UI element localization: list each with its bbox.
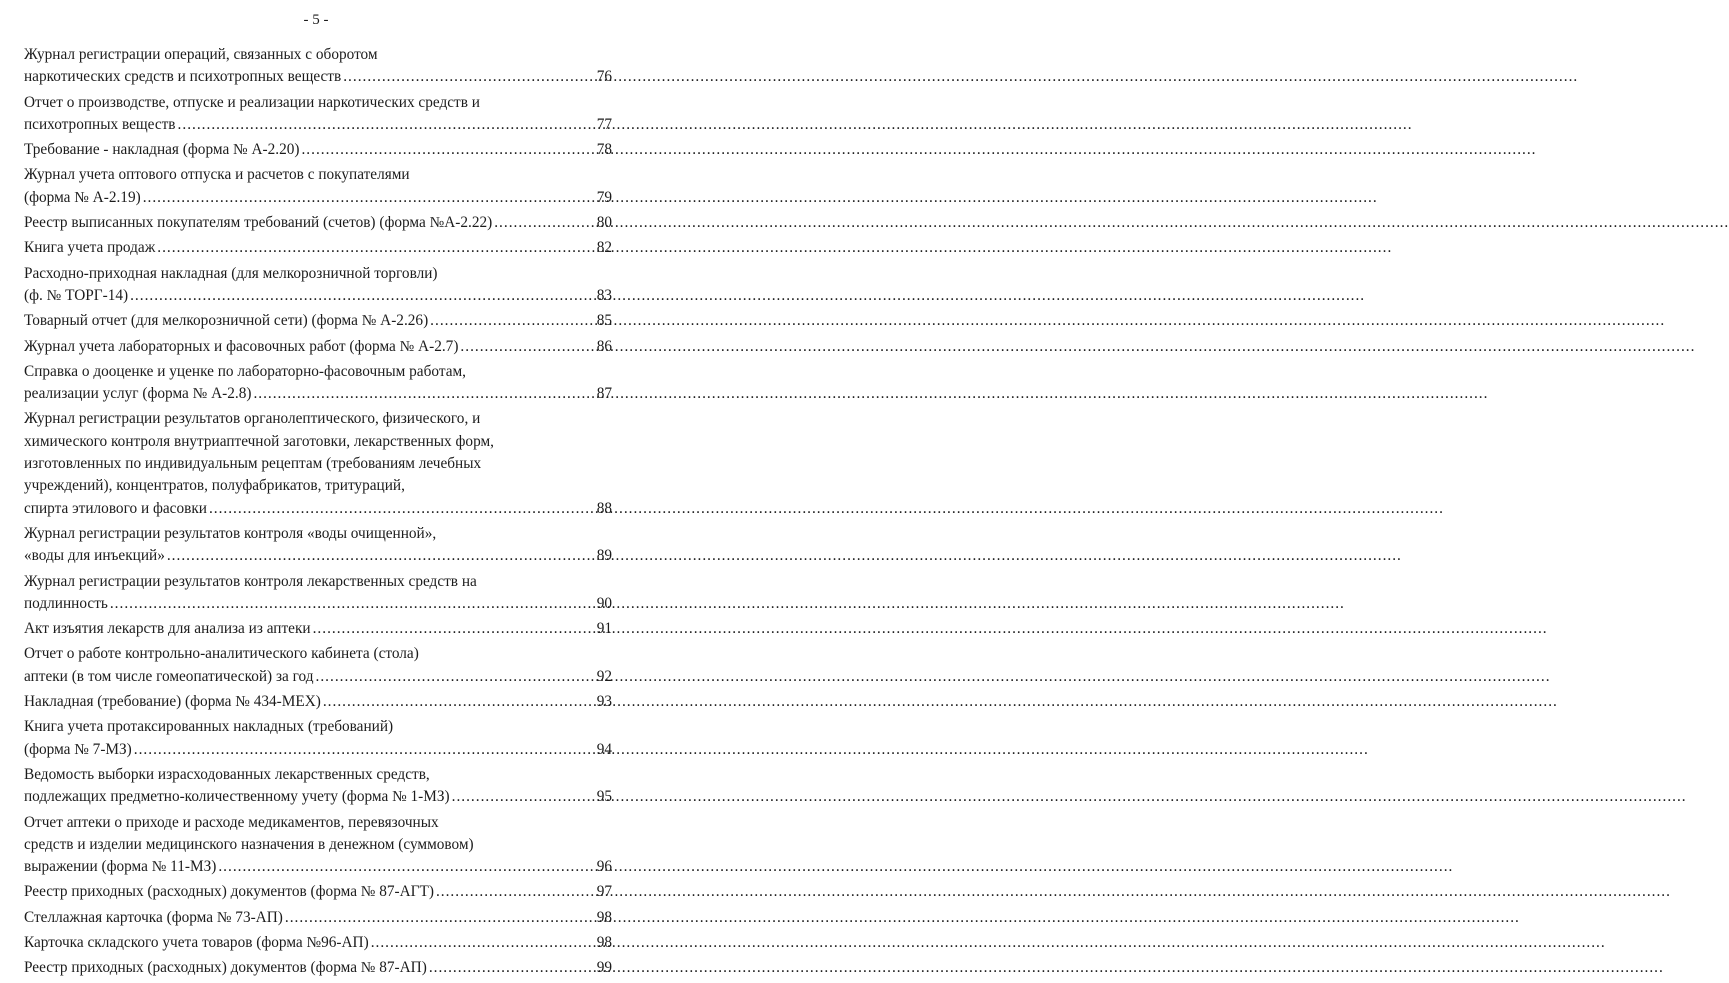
toc-entry-line bbox=[24, 114, 612, 136]
toc-entry-line bbox=[24, 263, 612, 285]
toc-page-number: 96 bbox=[596, 858, 612, 876]
page-number: - 5 - bbox=[303, 12, 329, 28]
toc-entry-text: Требование - накладная (форма № А-2.20) bbox=[24, 141, 300, 159]
toc-entry bbox=[24, 237, 612, 259]
toc-leader-dots bbox=[209, 498, 582, 520]
toc-entry-text: Ведомость выборки израсходованных лекарственных средств, bbox=[24, 765, 430, 783]
toc-entry bbox=[24, 764, 612, 809]
toc-entry-text: Товарный отчет (для мелкорозничной сети) (форма № А-2.26) bbox=[24, 312, 429, 330]
toc-page-number: 98 bbox=[596, 908, 612, 926]
toc-entry-text: химического контроля внутриаптечной заготовки, лекарственных форм, bbox=[24, 432, 494, 450]
toc-entry-text: Журнал регистрации операций, связанных с оборотом bbox=[24, 46, 378, 63]
toc-entry-text: Реестр приходных (расходных) документов (форма № 87-АП) bbox=[24, 959, 427, 977]
toc-entry-text: средств и изделии медицинского назначения в денежном (суммовом) bbox=[24, 835, 474, 853]
toc-page-number: 92 bbox=[596, 667, 612, 685]
toc-page-number: 93 bbox=[596, 693, 612, 711]
toc-entry-text: (ф. № ТОРГ-14) bbox=[24, 286, 129, 304]
toc-entry-line bbox=[24, 545, 612, 567]
toc-entry-line bbox=[24, 881, 612, 903]
toc-entry-text: изготовленных по индивидуальным рецептам (требованиям лечебных bbox=[24, 455, 482, 473]
toc-entry bbox=[24, 716, 612, 761]
toc-entry bbox=[24, 139, 612, 161]
toc-entry-text: аптеки (в том числе гомеопатической) за год bbox=[24, 667, 314, 685]
toc-entry-text: Отчет аптеки о приходе и расходе медикаментов, перевязочных bbox=[24, 813, 439, 831]
toc-entry-line bbox=[24, 453, 612, 475]
toc-entry-line bbox=[24, 164, 612, 186]
toc-entry-text: Книга учета протаксированных накладных (требований) bbox=[24, 718, 394, 736]
toc-entry-text: Журнал учета оптового отпуска и расчетов с покупателями bbox=[24, 166, 410, 184]
toc-entry-text: Журнал регистрации результатов контроля «воды очищенной», bbox=[24, 524, 437, 542]
toc-entry-line bbox=[24, 383, 612, 405]
toc-entry-text: спирта этилового и фасовки bbox=[24, 499, 207, 517]
toc-entry-line bbox=[24, 523, 612, 545]
toc-page-number: 76 bbox=[596, 68, 612, 86]
toc-entry-text: Реестр выписанных покупателям требований (счетов) (форма №А-2.22) bbox=[24, 214, 493, 232]
document-page bbox=[0, 0, 632, 977]
toc-entry-line bbox=[24, 571, 612, 593]
toc-entry bbox=[24, 336, 612, 358]
toc-entry-line bbox=[24, 187, 612, 209]
toc-entry-text: Накладная (требование) (форма № 434-МЕХ) bbox=[24, 693, 321, 711]
toc-page-number: 82 bbox=[596, 239, 612, 257]
toc-entry-line bbox=[24, 834, 612, 856]
toc-entry-line bbox=[24, 907, 612, 929]
toc-page-number: 87 bbox=[596, 385, 612, 403]
toc-entry-line bbox=[24, 285, 612, 307]
toc-entry-line bbox=[24, 66, 612, 88]
toc-leader-dots bbox=[429, 957, 582, 979]
toc-entry-text: Отчет о работе контрольно-аналитического кабинета (стола) bbox=[24, 645, 419, 663]
toc-page-number: 77 bbox=[596, 115, 612, 133]
toc-page-number: 83 bbox=[596, 286, 612, 304]
toc-entry bbox=[24, 92, 612, 137]
toc-page-number: 97 bbox=[596, 883, 612, 901]
toc-leader-dots bbox=[110, 593, 582, 615]
toc-entry-line bbox=[24, 310, 612, 332]
toc-entry-line bbox=[24, 237, 612, 259]
toc-entry bbox=[24, 44, 612, 89]
toc-leader-dots bbox=[157, 237, 582, 259]
toc-entry-text: Книга учета продаж bbox=[24, 239, 156, 257]
toc-entry-line bbox=[24, 716, 612, 738]
toc-entry-line bbox=[24, 786, 612, 808]
toc-leader-dots bbox=[285, 907, 582, 929]
toc-leader-dots bbox=[436, 881, 582, 903]
toc-leader-dots bbox=[301, 139, 582, 161]
toc-entry-line bbox=[24, 593, 612, 615]
toc-page-number: 89 bbox=[596, 547, 612, 565]
toc-entry-line bbox=[24, 856, 612, 878]
toc-leader-dots bbox=[143, 187, 582, 209]
toc-entry-text: Стеллажная карточка (форма № 73-АП) bbox=[24, 908, 283, 926]
toc-entry-line bbox=[24, 739, 612, 761]
toc-entry bbox=[24, 691, 612, 713]
toc-leader-dots bbox=[430, 310, 582, 332]
toc-entry-line bbox=[24, 764, 612, 786]
toc-entry-text: подлинность bbox=[24, 594, 108, 612]
toc-entry-text: (форма № А-2.19) bbox=[24, 188, 141, 206]
toc-entry bbox=[24, 263, 612, 308]
toc-page-number: 94 bbox=[596, 740, 612, 758]
toc-leader-dots bbox=[343, 66, 582, 88]
toc-entry-text: Журнал регистрации результатов контроля лекарственных средств на bbox=[24, 572, 477, 590]
toc-entry-line bbox=[24, 212, 612, 234]
toc-entry bbox=[24, 957, 612, 979]
toc-page-number: 91 bbox=[596, 620, 612, 638]
toc-entry bbox=[24, 408, 612, 519]
toc-entry bbox=[24, 310, 612, 332]
toc-entry bbox=[24, 361, 612, 406]
toc-leader-dots bbox=[134, 739, 582, 761]
toc-entry-text: Журнал регистрации результатов органолептического, физического, и bbox=[24, 410, 481, 428]
toc-entry-line bbox=[24, 643, 612, 665]
toc-entry-line bbox=[24, 44, 612, 66]
toc-entry-line bbox=[24, 932, 612, 954]
toc-page-number: 86 bbox=[596, 337, 612, 355]
toc-entry bbox=[24, 523, 612, 568]
toc-entry bbox=[24, 932, 612, 954]
toc-entry-text: «воды для инъекций» bbox=[24, 547, 165, 565]
toc-entry-line bbox=[24, 408, 612, 430]
toc-entry-line bbox=[24, 475, 612, 497]
toc-leader-dots bbox=[494, 212, 582, 234]
toc-leader-dots bbox=[316, 666, 582, 688]
toc-leader-dots bbox=[460, 336, 582, 358]
toc-entry-text: Акт изъятия лекарств для анализа из аптеки bbox=[24, 620, 311, 638]
toc-entry-text: Журнал учета лабораторных и фасовочных работ (форма № А-2.7) bbox=[24, 337, 459, 355]
toc-leader-dots bbox=[452, 786, 582, 808]
toc-entry-text: Карточка складского учета товаров (форма №96-АП) bbox=[24, 933, 369, 951]
toc-entry-line bbox=[24, 498, 612, 520]
toc-page-number: 85 bbox=[596, 312, 612, 330]
toc-entry-line bbox=[24, 361, 612, 383]
toc-leader-dots bbox=[178, 114, 582, 136]
toc-entry-text: (форма № 7-МЗ) bbox=[24, 740, 132, 758]
toc-entry-line bbox=[24, 812, 612, 834]
toc-entry-line bbox=[24, 139, 612, 161]
toc-entry bbox=[24, 618, 612, 640]
toc-entry-text: реализации услуг (форма № А-2.8) bbox=[24, 385, 252, 403]
toc-entry bbox=[24, 907, 612, 929]
toc-entry-text: учреждений), концентратов, полуфабрикатов, тритураций, bbox=[24, 477, 405, 495]
toc-entry-text: психотропных веществ bbox=[24, 115, 176, 133]
toc-leader-dots bbox=[371, 932, 582, 954]
toc-page-number: 78 bbox=[596, 141, 612, 159]
toc-page-number: 99 bbox=[596, 959, 612, 977]
toc-page-number: 90 bbox=[596, 594, 612, 612]
toc-entry-text: Отчет о производстве, отпуске и реализации наркотических средств и bbox=[24, 93, 480, 111]
toc-page-number: 80 bbox=[596, 214, 612, 232]
toc-leader-dots bbox=[218, 856, 582, 878]
toc-entry-line bbox=[24, 618, 612, 640]
table-of-contents bbox=[24, 44, 612, 983]
toc-page-number: 95 bbox=[596, 788, 612, 806]
toc-entry-line bbox=[24, 691, 612, 713]
toc-entry-text: Реестр приходных (расходных) документов (форма № 87-АГТ) bbox=[24, 883, 434, 901]
toc-entry bbox=[24, 164, 612, 209]
toc-entry-text: наркотических средств и психотропных веществ bbox=[24, 68, 342, 86]
toc-entry-text: Справка о дооценке и уценке по лабораторно-фасовочным работам, bbox=[24, 362, 466, 380]
toc-entry-line bbox=[24, 666, 612, 688]
toc-leader-dots bbox=[323, 691, 582, 713]
toc-page-number: 98 bbox=[596, 933, 612, 951]
toc-entry-line bbox=[24, 92, 612, 114]
toc-entry-text: Расходно-приходная накладная (для мелкорозничной торговли) bbox=[24, 264, 438, 282]
toc-page-number: 79 bbox=[596, 188, 612, 206]
toc-leader-dots bbox=[130, 285, 582, 307]
toc-entry-line bbox=[24, 336, 612, 358]
toc-entry bbox=[24, 881, 612, 903]
toc-entry bbox=[24, 571, 612, 616]
toc-entry bbox=[24, 643, 612, 688]
toc-entry bbox=[24, 212, 612, 234]
toc-leader-dots bbox=[313, 618, 582, 640]
toc-entry-line bbox=[24, 957, 612, 979]
toc-entry-line bbox=[24, 431, 612, 453]
toc-leader-dots bbox=[253, 383, 582, 405]
toc-entry-text: подлежащих предметно-количественному учету (форма № 1-МЗ) bbox=[24, 788, 450, 806]
toc-entry-text: выражении (форма № 11-МЗ) bbox=[24, 858, 217, 876]
toc-leader-dots bbox=[167, 545, 582, 567]
toc-page-number: 88 bbox=[596, 499, 612, 517]
toc-entry bbox=[24, 812, 612, 879]
